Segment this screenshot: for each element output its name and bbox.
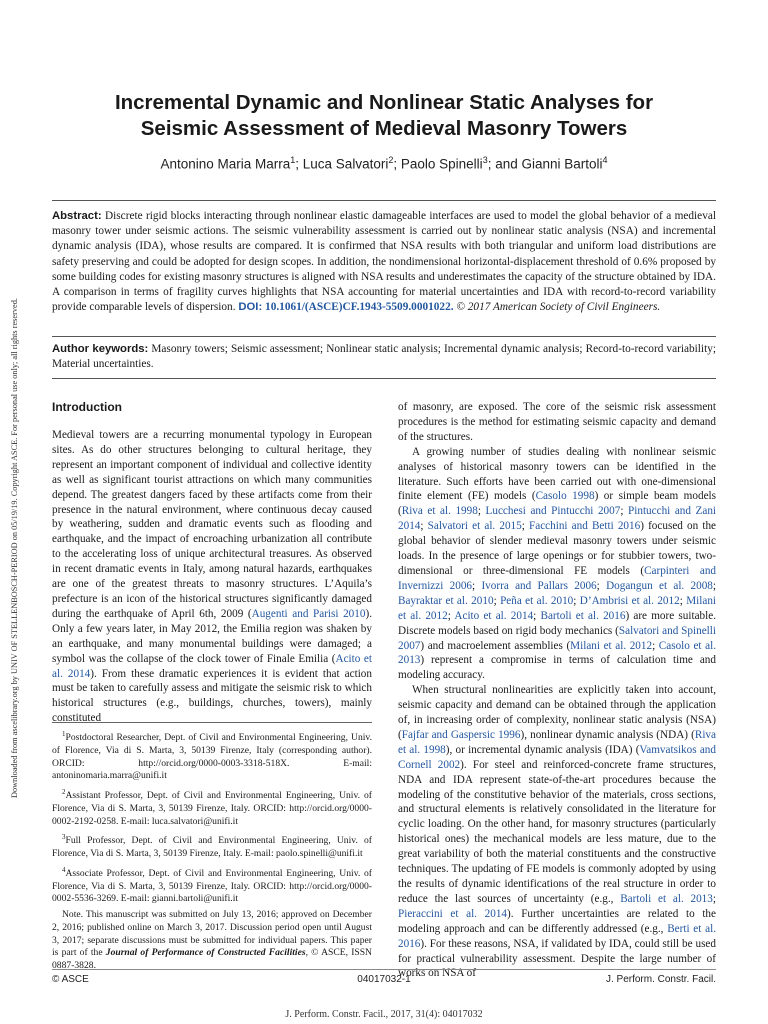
author-affiliation-mark: 3 (482, 155, 488, 165)
citation-link[interactable]: Peña et al. 2010 (500, 594, 574, 607)
keywords-label: Author keywords: (52, 343, 149, 355)
citation-link[interactable]: Bayraktar et al. 2010 (398, 594, 494, 607)
footnote-text: Associate Professor, Dept. of Civil and Environmental Engineering, Univ. of Florence, Via di S. Marta, 3, 50139 Firenze, Italy. ORCID: http://orcid.org/0000-0002-5536-3269. E-mail: gianni.bartoli@unifi.it (52, 868, 372, 905)
author-name: Gianni Bartoli (521, 156, 603, 172)
section-heading-introduction: Introduction (52, 400, 122, 414)
footer-page-id: 04017032-1 (357, 974, 411, 985)
intro-paragraph: A growing number of studies dealing with nonlinear seismic analyses of historical masonry towers can be identified in the literature. Such efforts have been carried out with one-dimensional finite element (FE) models (Casolo 1998) or simple beam models (Riva et al. 1998; Lucchesi and Pintucchi 2007; Pintucchi and Zani 2014; Salvatori et al. 2015; Facchini and Betti 2016) focused on the global behavior of slender medieval masonry towers under seismic loads. In the presence of large openings or for stubbier towers, two-dimensional or three-dimensional FE models (Carpinteri and Invernizzi 2006; Ivorra and Pallars 2006; Dogangun et al. 2008; Bayraktar et al. 2010; Peña et al. 2010; D’Ambrisi et al. 2012; Milani et al. 2012; Acito et al. 2014; Bartoli et al. 2016) are more suitable. Discrete models based on rigid body mechanics (Salvatori and Spinelli 2007) and macroelement assemblies (Milani et al. 2012; Casolo et al. 2013) represent a compromise in terms of calculation time and modeling accuracy. (398, 445, 717, 682)
right-column (398, 400, 716, 981)
journal-name: Journal of Performance of Constructed Facilities (105, 947, 306, 959)
citation-link[interactable]: Berti et al. 2016 (398, 922, 716, 950)
author-separator: ; and (487, 156, 522, 172)
author-separator: ; (393, 156, 401, 172)
footer-rule (52, 969, 716, 970)
citation-link[interactable]: Acito et al. 2014 (454, 609, 534, 622)
citation-link[interactable]: Fajfar and Gaspersic 1996 (401, 728, 521, 741)
abstract-text: Discrete rigid blocks interacting through nonlinear elastic damageable interfaces are used to model the global behavior of a medieval masonry tower under seismic actions. The seismic vulnerability assessment is carried out by nonlinear static analysis (NSA) and incremental dynamic analysis (IDA), whose results are compared. It is confirmed that NSA results with both triangular and uniform load distributions are safety preserving and could be adopted for design scopes. In addition, the nondimensional horizontal-displacement threshold of 0.6% proposed by some building codes for existing masonry structures is aligned with NSA results and underestimates the capacity of the structure obtained by IDA. A comparison in terms of fragility curves highlights that NSA accounting for material uncertainties and IDA with record-to-record variability provide comparable levels of dispersion. (52, 210, 716, 314)
citation-link[interactable]: Milani et al. 2012 (570, 639, 653, 652)
author-separator: ; (295, 156, 303, 172)
footnote (52, 864, 372, 906)
keywords-top-rule (52, 336, 716, 337)
footnote-mark: 3 (62, 833, 66, 842)
citation-link[interactable]: Lucchesi and Pintucchi 2007 (485, 505, 621, 518)
author-name: Antonino Maria Marra (160, 156, 291, 172)
citation-link[interactable]: Bartoli et al. 2016 (540, 609, 626, 622)
footnote-mark: 1 (62, 730, 66, 738)
footnote-text: Postdoctoral Researcher, Dept. of Civil and Environmental Engineering, Univ. of Florence, Via di S. Marta, 3, 50139 Firenze, Italy (corresponding author). ORCID: http://orcid.org/0000-0003-3318-518X. E-mail: antoninomaria.marra@unifi.it (52, 732, 372, 782)
doi-link[interactable]: 10.1061/(ASCE)CF.1943-5509.0001022. (265, 301, 454, 314)
citation-link[interactable]: Ivorra and Pallars 2006 (481, 579, 597, 592)
author-name: Luca Salvatori (302, 156, 389, 172)
doi-label: DOI: (238, 301, 263, 314)
citation-link[interactable]: Riva et al. 1998 (398, 728, 716, 756)
author-affiliation-mark: 2 (388, 155, 394, 165)
keywords-text: Masonry towers; Seismic assessment; Nonlinear static analysis; Incremental dynamic analysis; Record-to-record variability; Material uncertainties. (52, 343, 716, 371)
keywords-bottom-rule (52, 378, 716, 379)
abstract (52, 209, 716, 315)
footer-publisher: © ASCE (52, 974, 89, 985)
copyright-text: © 2017 American Society of Civil Engineers. (456, 301, 661, 314)
citation-link[interactable]: Casolo 1998 (535, 490, 595, 503)
intro-paragraph: of masonry, are exposed. The core of the seismic risk assessment procedures is the method for estimating seismic capacity and demand of the structures. (398, 401, 716, 443)
title-line-1: Incremental Dynamic and Nonlinear Static Analyses for (114, 91, 654, 114)
submission-note (52, 909, 372, 973)
footnotes (52, 728, 372, 973)
footnote (52, 786, 372, 828)
citation-link[interactable]: D’Ambrisi et al. 2012 (579, 594, 680, 607)
author-list (52, 155, 716, 172)
citation-link[interactable]: Salvatori et al. 2015 (427, 520, 522, 533)
watermark-text: Downloaded from ascelibrary.org by UNIV OF STELLENBOSCH-PERIOD on 05/19/19. Copyright ASCE. For personal use only; all rights reserved. (10, 298, 19, 798)
citation-link[interactable]: Salvatori and Spinelli 2007 (398, 624, 716, 652)
intro-paragraph: Medieval towers are a recurring monumental typology in European sites. As do other structures belonging to cultural heritage, they represent an important component of individual and collective identity as well as significant tourist attractions on which many communities depend. The greatest dangers faced by these artifacts come from their presence in the natural environment, where continuous decay caused by weathering, sudden and dramatic events such as flooding and earthquake, and the impact of encroaching urbanization all contribute to the accelerating loss of unique architectural treasures. As observed in recent dramatic events in Italy, among natural hazards, earthquakes are one of the greatest threats to masonry structures. L’Aquila’s prefecture is an icon of the historical structures significantly damaged during the earthquake of April 6th, 2009 (Augenti and Parisi 2010). Only a few years later, in May 2012, the Emilia region was shaken by an earthquake, and many monumental buildings were damaged; a symbol was the collapse of the clock tower of Finale Emilia (Acito et al. 2014). From these dramatic experiences it is evident that action must be taken to carefully assess and mitigate the seismic risk to which historical structures (e.g., buildings, churches, towers), mainly constituted (52, 429, 373, 725)
footnote-rule (52, 722, 372, 723)
author-affiliation-mark: 1 (290, 155, 296, 165)
footnote-mark: 4 (62, 865, 66, 874)
intro-paragraph: When structural nonlinearities are explicitly taken into account, seismic capacity and demand can be obtained through the application of, in increasing order of complexity, nonlinear static analysis (NSA) (Fajfar and Gaspersic 1996), nonlinear dynamic analysis (NDA) (Riva et al. 1998), or incremental dynamic analysis (IDA) (Vamvatsikos and Cornell 2002). For steel and reinforced-concrete frame structures, NDA and IDA represent state-of-the-art procedures because the modeling of the constitutive behavior of the materials, cross sections, and structural elements is relatively consolidated in the literature for cyclic loading. On the other hand, for masonry structures (particularly historical ones) the mechanical models are less mature, due to the great variability of both the material constituents and the constructive techniques. The updating of FE models is commonly adopted by using the results of dynamic identifications of the real structure in order to reduce the last sources of uncertainty (e.g., Bartoli et al. 2013; Pieraccini et al. 2014). Further uncertainties are related to the modeling approach and can be differently addressed (e.g., Berti et al. 2016). For these reasons, NSA, if validated by IDA, could still be used for practical vulnerability assessment. Despite the large number of works on NSA of (398, 684, 716, 980)
footer-journal: J. Perform. Constr. Facil. (605, 974, 716, 985)
author-keywords (52, 342, 716, 372)
citation-link[interactable]: Acito et al. 2014 (52, 652, 373, 680)
footnote-mark: 2 (62, 788, 66, 796)
footnote (52, 728, 372, 783)
note-text: Note. This manuscript was submitted on July 13, 2016; approved on December 2, 2016; published online on March 3, 2017. Discussion period open until August 3, 2017; separate discussions must be submitted for individual papers. This paper is part of the (52, 909, 372, 959)
download-watermark (2, 118, 18, 798)
citation-link[interactable]: Augenti and Parisi 2010 (251, 607, 366, 620)
citation-link[interactable]: Milani et al. 2012 (398, 594, 717, 622)
citation-link[interactable]: Pieraccini et al. 2014 (398, 907, 508, 920)
title-line-2: Seismic Assessment of Medieval Masonry Towers (140, 117, 628, 140)
abstract-top-rule (52, 200, 716, 201)
abstract-label: Abstract: (52, 210, 102, 222)
citation-link[interactable]: Facchini and Betti 2016 (529, 520, 641, 533)
author-name: Paolo Spinelli (400, 156, 483, 172)
citation-link[interactable]: Pintucchi and Zani 2014 (398, 505, 717, 533)
footer-citation: J. Perform. Constr. Facil., 2017, 31(4): 04017032 (285, 1009, 483, 1020)
citation-link[interactable]: Carpinteri and Invernizzi 2006 (398, 564, 717, 592)
citation-link[interactable]: Vamvatsikos and Cornell 2002 (398, 743, 716, 771)
citation-link[interactable]: Riva et al. 1998 (401, 505, 478, 518)
note-tail: , © ASCE, ISSN 0887-3828. (52, 947, 372, 971)
left-column (52, 428, 372, 726)
paper-title (52, 90, 716, 142)
citation-link[interactable]: Dogangun et al. 2008 (606, 579, 713, 592)
citation-link[interactable]: Bartoli et al. 2013 (620, 892, 713, 905)
footnote (52, 831, 372, 861)
footnote-text: Assistant Professor, Dept. of Civil and Environmental Engineering, Univ. of Florence, Via di S. Marta, 3, 50139 Firenze, Italy. ORCID: http://orcid.org/0000-0002-2192-0258. E-mail: luca.salvatori@unifi.it (52, 790, 372, 827)
author-affiliation-mark: 4 (602, 155, 608, 165)
citation-link[interactable]: Casolo et al. 2013 (398, 639, 716, 667)
footnote-text: Full Professor, Dept. of Civil and Environmental Engineering, Univ. of Florence, Via di S. Marta, 3, 50139 Firenze, Italy. E-mail: paolo.spinelli@unifi.it (52, 835, 372, 860)
